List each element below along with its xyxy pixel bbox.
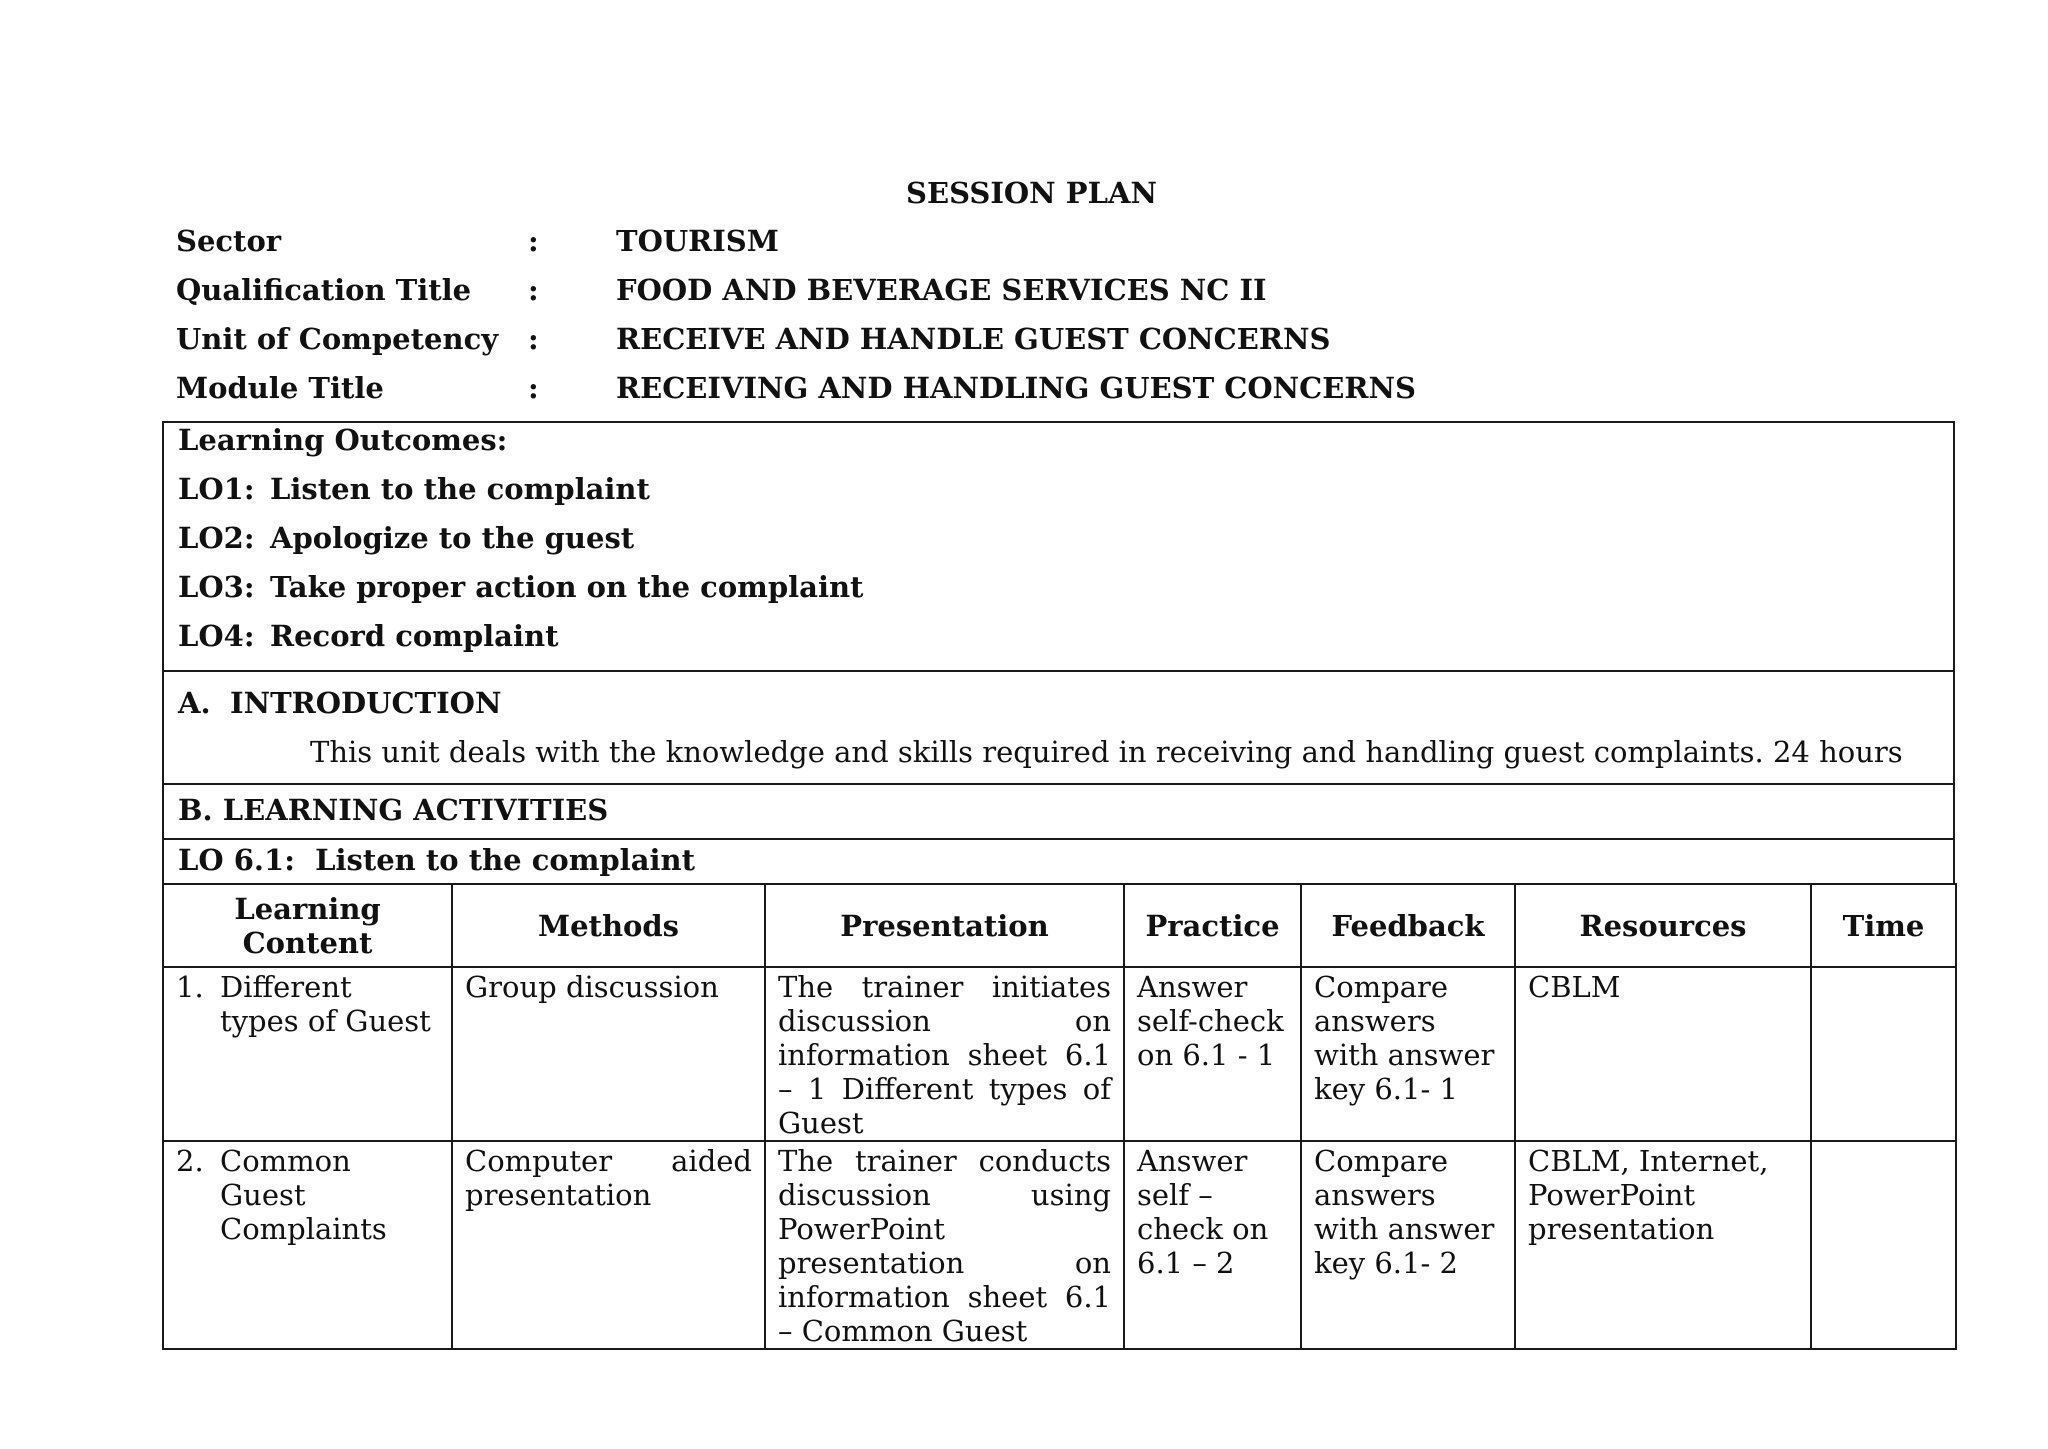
meta-value: RECEIVING AND HANDLING GUEST CONCERNS <box>616 371 1416 405</box>
cell-feedback: Compare answers with answer key 6.1- 1 <box>1301 967 1515 1141</box>
learning-outcome-text: Take proper action on the complaint <box>270 570 864 604</box>
cell-resources: CBLM <box>1515 967 1811 1141</box>
meta-label: Sector <box>176 224 282 258</box>
meta-row-unit <box>176 322 1876 371</box>
item-number: 1. <box>176 970 204 1004</box>
learning-outcomes-box <box>162 421 1955 672</box>
learning-outcome-id: LO2: <box>178 521 255 555</box>
cell-learning-content <box>163 1141 452 1349</box>
table-row <box>163 967 1956 1141</box>
meta-row-sector <box>176 224 1876 273</box>
meta-value: TOURISM <box>616 224 779 258</box>
cell-practice: Answer self – check on 6.1 – 2 <box>1124 1141 1301 1349</box>
cell-learning-content <box>163 967 452 1141</box>
column-header: Learning Content <box>163 884 452 967</box>
item-number: 2. <box>176 1144 204 1178</box>
cell-time <box>1811 967 1956 1141</box>
learning-outcome-id: LO4: <box>178 619 255 653</box>
meta-colon: : <box>528 371 539 405</box>
session-meta <box>176 224 1876 420</box>
meta-colon: : <box>528 273 539 307</box>
introduction-box <box>162 670 1955 785</box>
table-header-row <box>163 884 1956 967</box>
column-header: Feedback <box>1301 884 1515 967</box>
column-header: Methods <box>452 884 765 967</box>
learning-outcome-item <box>178 619 558 653</box>
cell-time <box>1811 1141 1956 1349</box>
learning-activities-box <box>162 783 1955 840</box>
page-title: SESSION PLAN <box>906 176 1157 210</box>
meta-value: FOOD AND BEVERAGE SERVICES NC II <box>616 273 1267 307</box>
learning-outcome-item <box>178 521 634 555</box>
column-header: Time <box>1811 884 1956 967</box>
cell-resources: CBLM, Internet, PowerPoint presentation <box>1515 1141 1811 1349</box>
column-header: Presentation <box>765 884 1124 967</box>
learning-activities-heading: B. LEARNING ACTIVITIES <box>178 793 609 827</box>
column-header: Resources <box>1515 884 1811 967</box>
cell-methods: Computer aided presentation <box>452 1141 765 1349</box>
table-row <box>163 1141 1956 1349</box>
column-header: Practice <box>1124 884 1301 967</box>
cell-practice: Answer self-check on 6.1 - 1 <box>1124 967 1301 1141</box>
learning-outcome-item <box>178 472 650 506</box>
introduction-prefix: A. <box>178 686 211 720</box>
meta-label: Qualification Title <box>176 273 472 307</box>
cell-feedback: Compare answers with answer key 6.1- 2 <box>1301 1141 1515 1349</box>
meta-value: RECEIVE AND HANDLE GUEST CONCERNS <box>616 322 1331 356</box>
cell-presentation: The trainer initiates discussion on information sheet 6.1 – 1 Different types of Guest <box>765 967 1124 1141</box>
item-text: Different types of Guest <box>220 970 431 1038</box>
learning-outcome-id: LO1: <box>178 472 255 506</box>
learning-outcomes-heading: Learning Outcomes: <box>178 423 508 457</box>
learning-outcome-text: Apologize to the guest <box>270 521 635 555</box>
session-plan-table <box>162 883 1957 1350</box>
introduction-text: This unit deals with the knowledge and skills required in receiving and handling guest complaints. 24 hours <box>310 735 1903 769</box>
meta-colon: : <box>528 322 539 356</box>
lo-6-1-box <box>162 838 1955 885</box>
learning-outcome-text: Record complaint <box>270 619 559 653</box>
learning-outcome-item <box>178 570 863 604</box>
introduction-title: INTRODUCTION <box>230 686 502 720</box>
meta-row-qualification <box>176 273 1876 322</box>
meta-colon: : <box>528 224 539 258</box>
meta-row-module <box>176 371 1876 420</box>
lo-6-1-heading: LO 6.1: Listen to the complaint <box>178 843 695 877</box>
learning-outcome-id: LO3: <box>178 570 255 604</box>
meta-label: Unit of Competency <box>176 322 499 356</box>
cell-methods: Group discussion <box>452 967 765 1141</box>
meta-label: Module Title <box>176 371 384 405</box>
introduction-heading <box>178 686 501 720</box>
cell-presentation: The trainer conducts discussion using PowerPoint presentation on information sheet 6.1 – Common Guest <box>765 1141 1124 1349</box>
item-text: Common Guest Complaints <box>220 1144 387 1246</box>
learning-outcome-text: Listen to the complaint <box>270 472 650 506</box>
